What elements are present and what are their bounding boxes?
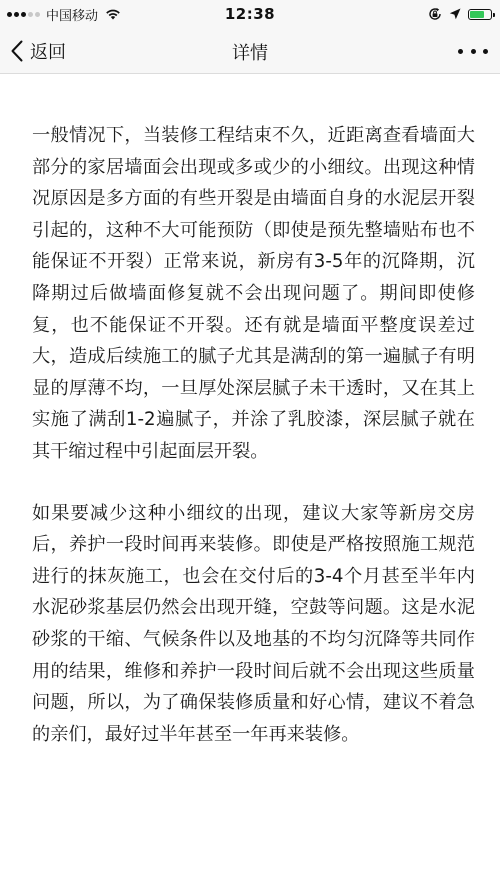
more-dot-icon [458, 49, 463, 54]
carrier-name: 中国移动 [46, 8, 99, 24]
article-body [0, 74, 500, 888]
location-arrow-icon [449, 8, 461, 20]
rotation-lock-icon [428, 7, 442, 21]
battery-icon [468, 9, 492, 20]
more-dot-icon [483, 49, 488, 54]
nav-bar [0, 28, 500, 74]
battery-fill [470, 11, 484, 18]
clock: 12:38 [224, 5, 276, 23]
article-paragraph: 如果要减少这种小细纹的出现，建议大家等新房交房后，养护一段时间再来装修。即使是严格按照施工规范进行的抹灰施工，也会在交付后的3-4个月甚至半年内水泥砂浆基层仍然会出现开缝，空鼓等问题。这是水泥砂浆的干缩、气候条件以及地基的不均匀沉降等共同作用的结果，维修和养护一段时间后就不会出现这些质量问题，所以，为了确保装修质量和好心情，建议不着急的亲们，最好过半年甚至一年再来装修。 [32, 502, 475, 745]
page-title: 详情 [232, 43, 268, 64]
article-paragraph: 一般情况下，当装修工程结束不久，近距离查看墙面大部分的家居墙面会出现或多或少的小细纹。出现这种情况原因是多方面的有些开裂是由墙面自身的水泥层开裂引起的，这种不大可能预防（即使是预先整墙贴布也不能保证不开裂）正常来说，新房有3-5年的沉降期，沉降期过后做墙面修复就不会出现问题了。期间即使修复，也不能保证不开裂。还有就是墙面平整度误差过大，造成后续施工的腻子尤其是满刮的第一遍腻子有明显的厚薄不均，一旦厚处深层腻子未干透时，又在其上实施了满刮1-2遍腻子，并涂了乳胶漆，深层腻子就在其干缩过程中引起面层开裂。 [32, 125, 475, 462]
status-right [428, 6, 492, 22]
status-bar [0, 0, 500, 28]
more-dot-icon [471, 49, 476, 54]
more-options-button[interactable] [458, 46, 488, 56]
back-label: 返回 [30, 42, 66, 63]
